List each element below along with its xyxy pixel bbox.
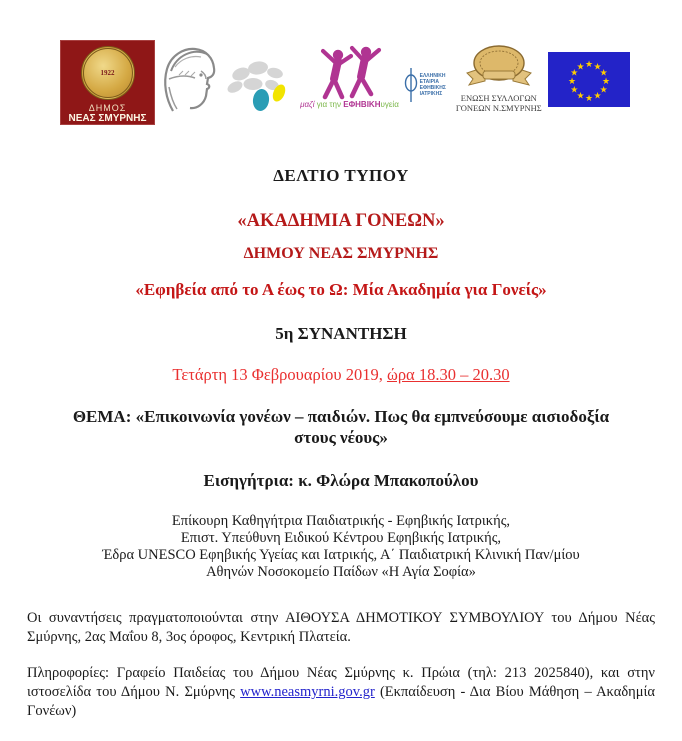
adolescent-health-logo xyxy=(297,45,401,119)
society-emblem-icon xyxy=(404,67,418,103)
tagline-bold-word: ΕΦΗΒΙΚΗ xyxy=(343,100,381,109)
dots-cluster-icon xyxy=(223,58,295,114)
union-name-line2: ΓΟΝΕΩΝ Ν.ΣΜΥΡΝΗΣ xyxy=(455,103,542,113)
society-name-lines xyxy=(420,73,446,97)
municipality-nea-smyrni-logo xyxy=(60,40,155,125)
credential-line: Επιστ. Υπεύθυνη Ειδικού Κέντρου Εφηβικής Ιατρικής, xyxy=(180,530,502,546)
speaker-credentials xyxy=(0,513,682,581)
society-line: ΙΑΤΡΙΚΗΣ xyxy=(419,91,443,97)
tagline-mid: για την xyxy=(314,100,344,109)
credential-line: Επίκουρη Καθηγήτρια Παιδιατρικής - Εφηβικής Ιατρικής, xyxy=(171,513,511,529)
logo-band xyxy=(60,38,630,126)
union-seal-icon xyxy=(457,43,541,91)
credential-line: Αθηνών Νοσοκομείο Παίδων «Η Αγία Σοφία» xyxy=(206,564,476,580)
svg-text:★: ★ xyxy=(570,85,579,95)
dancing-figures-icon xyxy=(311,45,387,103)
parents-union-logo xyxy=(452,43,546,121)
event-date: Τετάρτη 13 Φεβρουαρίου 2019, xyxy=(172,365,387,384)
event-date-line xyxy=(0,365,682,385)
svg-text:★: ★ xyxy=(567,76,576,87)
speaker-line: Εισηγήτρια: κ. Φλώρα Μπακοπούλου xyxy=(203,471,479,490)
info-paragraph xyxy=(27,664,655,721)
municipality-website-link[interactable]: www.neasmyrni.gov.gr xyxy=(240,684,375,700)
parents-union-name xyxy=(456,93,542,113)
municipality-logo-line2: ΝΕΑΣ ΣΜΥΡΝΗΣ xyxy=(68,112,147,124)
tagline-script-word: μαζί xyxy=(300,100,315,109)
svg-text:★: ★ xyxy=(576,91,585,102)
venue-paragraph: Οι συναντήσεις πραγματοποιούνται στην ΑΙΘΟΥΣΑ ΔΗΜΟΤΙΚΟΥ ΣΥΜΒΟΥΛΙΟΥ του Δήμου Νέας Σμύρνης, 2ας Μαΐου 8, 3ος όροφος, Κεντρική Πλατεία. xyxy=(27,610,655,645)
svg-text:★: ★ xyxy=(593,91,602,102)
svg-text:★: ★ xyxy=(599,85,608,95)
svg-text:★: ★ xyxy=(584,59,593,70)
topic-heading: ΘΕΜΑ: «Επικοινωνία γονέων – παιδιών. Πως θα εμπνεύσουμε αισιοδοξία στους νέους» xyxy=(72,407,610,447)
svg-text:★: ★ xyxy=(601,76,610,87)
press-release-heading: ΔΕΛΤΙΟ ΤΥΠΟΥ xyxy=(273,166,409,185)
society-line: ΕΛΛΗΝΙΚΗ xyxy=(419,73,446,79)
svg-text:★: ★ xyxy=(599,68,608,78)
svg-text:★: ★ xyxy=(593,61,602,72)
municipality-subheading: ΔΗΜΟΥ ΝΕΑΣ ΣΜΥΡΝΗΣ xyxy=(243,245,439,262)
university-athens-athena-icon xyxy=(157,45,221,119)
svg-text:★: ★ xyxy=(584,93,593,104)
meeting-number: 5η ΣΥΝΑΝΤΗΣΗ xyxy=(275,324,407,343)
union-name-line1: ΕΝΩΣΗ ΣΥΛΛΟΓΩΝ xyxy=(460,93,537,103)
info-text-pre: Πληροφορίες: Γραφείο Παιδείας του Δήμου Νέας Σμύρνης κ. Πρώια (τηλ: 213 2025840), και στην ιστοσελίδα του Δήμου Ν. Σμύρνης xyxy=(27,665,655,700)
event-subtitle: «Εφηβεία από το Α έως το Ω: Μία Ακαδημία για Γονείς» xyxy=(135,280,547,299)
municipality-logo-line1: ΔΗΜΟΣ xyxy=(88,102,127,113)
info-text-post: (Εκπαίδευση - Δια Βίου Μάθηση – Ακαδημία Γονέων) xyxy=(27,684,656,719)
svg-text:★: ★ xyxy=(570,68,579,78)
eu-flag-icon xyxy=(548,52,630,107)
event-time-underlined: ώρα 18.30 – 20.30 xyxy=(386,365,510,384)
coin-year: 1922 xyxy=(100,68,115,77)
tagline-end-word: υγεία xyxy=(380,100,399,109)
svg-text:★: ★ xyxy=(576,61,585,72)
adolescent-medicine-society-logo xyxy=(404,60,450,110)
credential-line: Έδρα UNESCO Εφηβικής Υγείας και Ιατρικής, Α΄ Παιδιατρική Κλινική Παν/μίου xyxy=(102,547,580,563)
society-line: ΕΦΗΒΙΚΗΣ xyxy=(419,85,446,91)
society-line: ΕΤΑΙΡΙΑ xyxy=(419,79,439,85)
adolescent-health-tagline xyxy=(300,101,399,109)
academy-title: «ΑΚΑΔΗΜΙΑ ΓΟΝΕΩΝ» xyxy=(237,211,445,231)
municipal-coin-seal-icon xyxy=(81,46,135,100)
